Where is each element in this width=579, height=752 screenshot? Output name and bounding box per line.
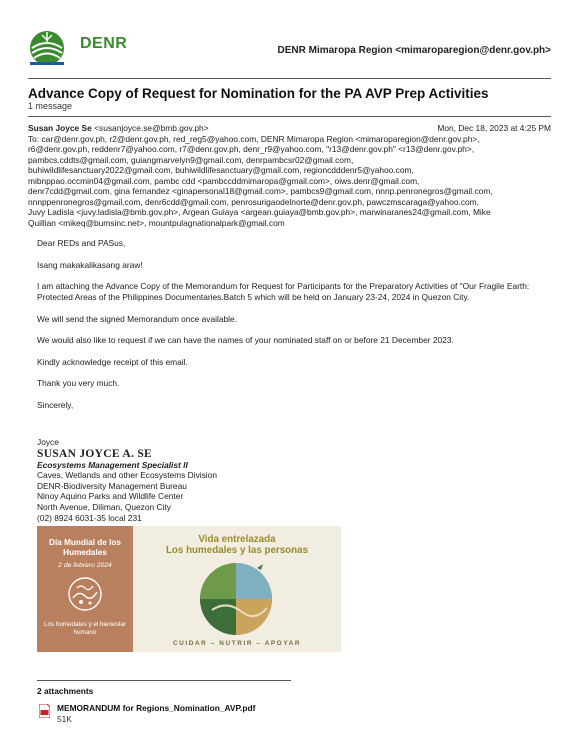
attachments-count: 2 attachments [37,686,94,696]
signature-first-name: Joyce [37,437,59,447]
wetland-emblem-icon [67,576,103,612]
body-paragraph: Kindly acknowledge receipt of this email. [37,356,188,367]
subject-divider [28,116,551,117]
body-line: Isang makakalikasang araw! [37,259,143,270]
from-row [28,123,551,134]
signature-name: SUSAN JOYCE A. SE [37,447,153,460]
recipient-line: Quillian <mikeq@bumsinc.net>, mountpulagnationalpark@gmail.com [28,217,285,228]
banner-right-title [133,534,341,556]
signature-line: Caves, Wetlands and other Ecosystems Division [37,470,217,481]
recipients [28,134,551,229]
logo-text: DENR [80,35,128,52]
recipient-line: nnnppenronegros@gmail.com, denr6cdd@gmail.com, penrosurigaodelnorte@denr.gov.ph, pawczmscaraga@yahoo.com, [28,196,479,207]
wetlands-day-banner [37,526,341,652]
banner-tagline: CUIDAR – NUTRIR – APOYAR [172,640,302,647]
sender-email: <susanjoyce.se@bmb.gov.ph> [94,123,209,133]
message-count: 1 message [28,101,73,111]
recipient-line: denr7cdd@gmail.com, gina fernandez <ginapersonal18@gmail.com>, pambcs9@gmail.com, nnnp.penronegros@gmail.com, [28,186,493,196]
header-divider [28,78,551,79]
body-paragraph: We would also like to request if we can have the names of your nominated staff on or before 21 December 2023. [37,335,454,345]
message-body [37,238,542,421]
mailbox-account: DENR Mimaropa Region <mimaroparegion@denr.gov.ph> [277,45,551,56]
recipient-line: r6@denr.gov.ph, reddenr7@yahoo.com, r7@denr.gov.ph, denr_r9@yahoo.com, "r13@denr.gov.ph" <r13@denr.gov.ph>, [28,144,475,154]
signature-line: (02) 8924 6031-35 local 231 [37,512,142,523]
banner-title-line-1: Vida entrelazada [198,534,276,545]
pdf-icon[interactable] [39,704,50,718]
attachments-divider [37,680,291,681]
closing: Sincerely, [37,399,74,410]
banner-left-panel [37,526,133,652]
email-header [28,20,551,78]
message-meta [28,123,551,228]
attachment-size: 51K [57,714,72,724]
recipient-line: buhiwildlifesanctuary2022@gmail.com, buhiwildlifesanctuary@gmail.com, regioncdddenr5@yahoo.com, [28,165,414,175]
recipient-line: To: car@denr.gov.ph, r2@denr.gov.ph, red_reg5@yahoo.com, DENR Mimaropa Region <mimaroparegion@denr.gov.ph>, [28,133,480,144]
sender [28,123,209,134]
banner-right-panel [133,526,341,652]
signature [37,437,337,523]
body-paragraph: We will send the signed Memorandum once available. [37,313,238,324]
recipient-line: pambcs.cddts@gmail.com, guiangmarvelyn9@gmail.com, denrpambcsr02@gmail.com, [28,154,354,165]
greeting: Dear REDs and PASus, [37,238,126,248]
signature-line: DENR-Biodiversity Management Bureau [37,480,187,491]
banner-left-subtitle: Los humedales y el bienestar humano [44,621,126,636]
body-paragraph: Thank you very much. [37,378,120,388]
signature-title: Ecosystems Management Specialist II [37,459,188,470]
body-paragraph: I am attaching the Advance Copy of the Memorandum for Request for Participants for the Preparatory Activities of "Our Fragile Earth: Protected Areas of the Philippines Documentaries.Batch 5 which will be held on January 23-24, 2024 in Quezon City. [37,281,530,302]
globe-illustration-icon [197,560,275,638]
signature-line: Ninoy Aquino Parks and Wildlife Center [37,491,184,502]
recipient-line: Juvy Ladisla <juvy.ladisla@bmb.gov.ph>, Argean Guiaya <argean.guiaya@bmb.gov.ph>, marwinaranes24@gmail.com, Mike [28,207,491,217]
banner-title-line-2: Los humedales y las personas [165,545,309,556]
recipient-line: mibnppao.occmin04@gmail.com, pambc cdd <pambccddmimaropa@gmail.com>, oiws.denr@gmail.com, [28,175,420,186]
banner-left-date: 2 de febrero 2024 [58,562,112,569]
banner-left-title: Día Mundial de los Humedales [49,538,121,557]
signature-line: North Avenue, Diliman, Quezon City [37,501,171,512]
email-subject: Advance Copy of Request for Nomination for the PA AVP Prep Activities [28,86,489,101]
sender-name: Susan Joyce Se [28,123,92,133]
message-date: Mon, Dec 18, 2023 at 4:25 PM [437,123,551,133]
attachment-filename[interactable]: MEMORANDUM for Regions_Nomination_AVP.pdf [57,703,256,713]
